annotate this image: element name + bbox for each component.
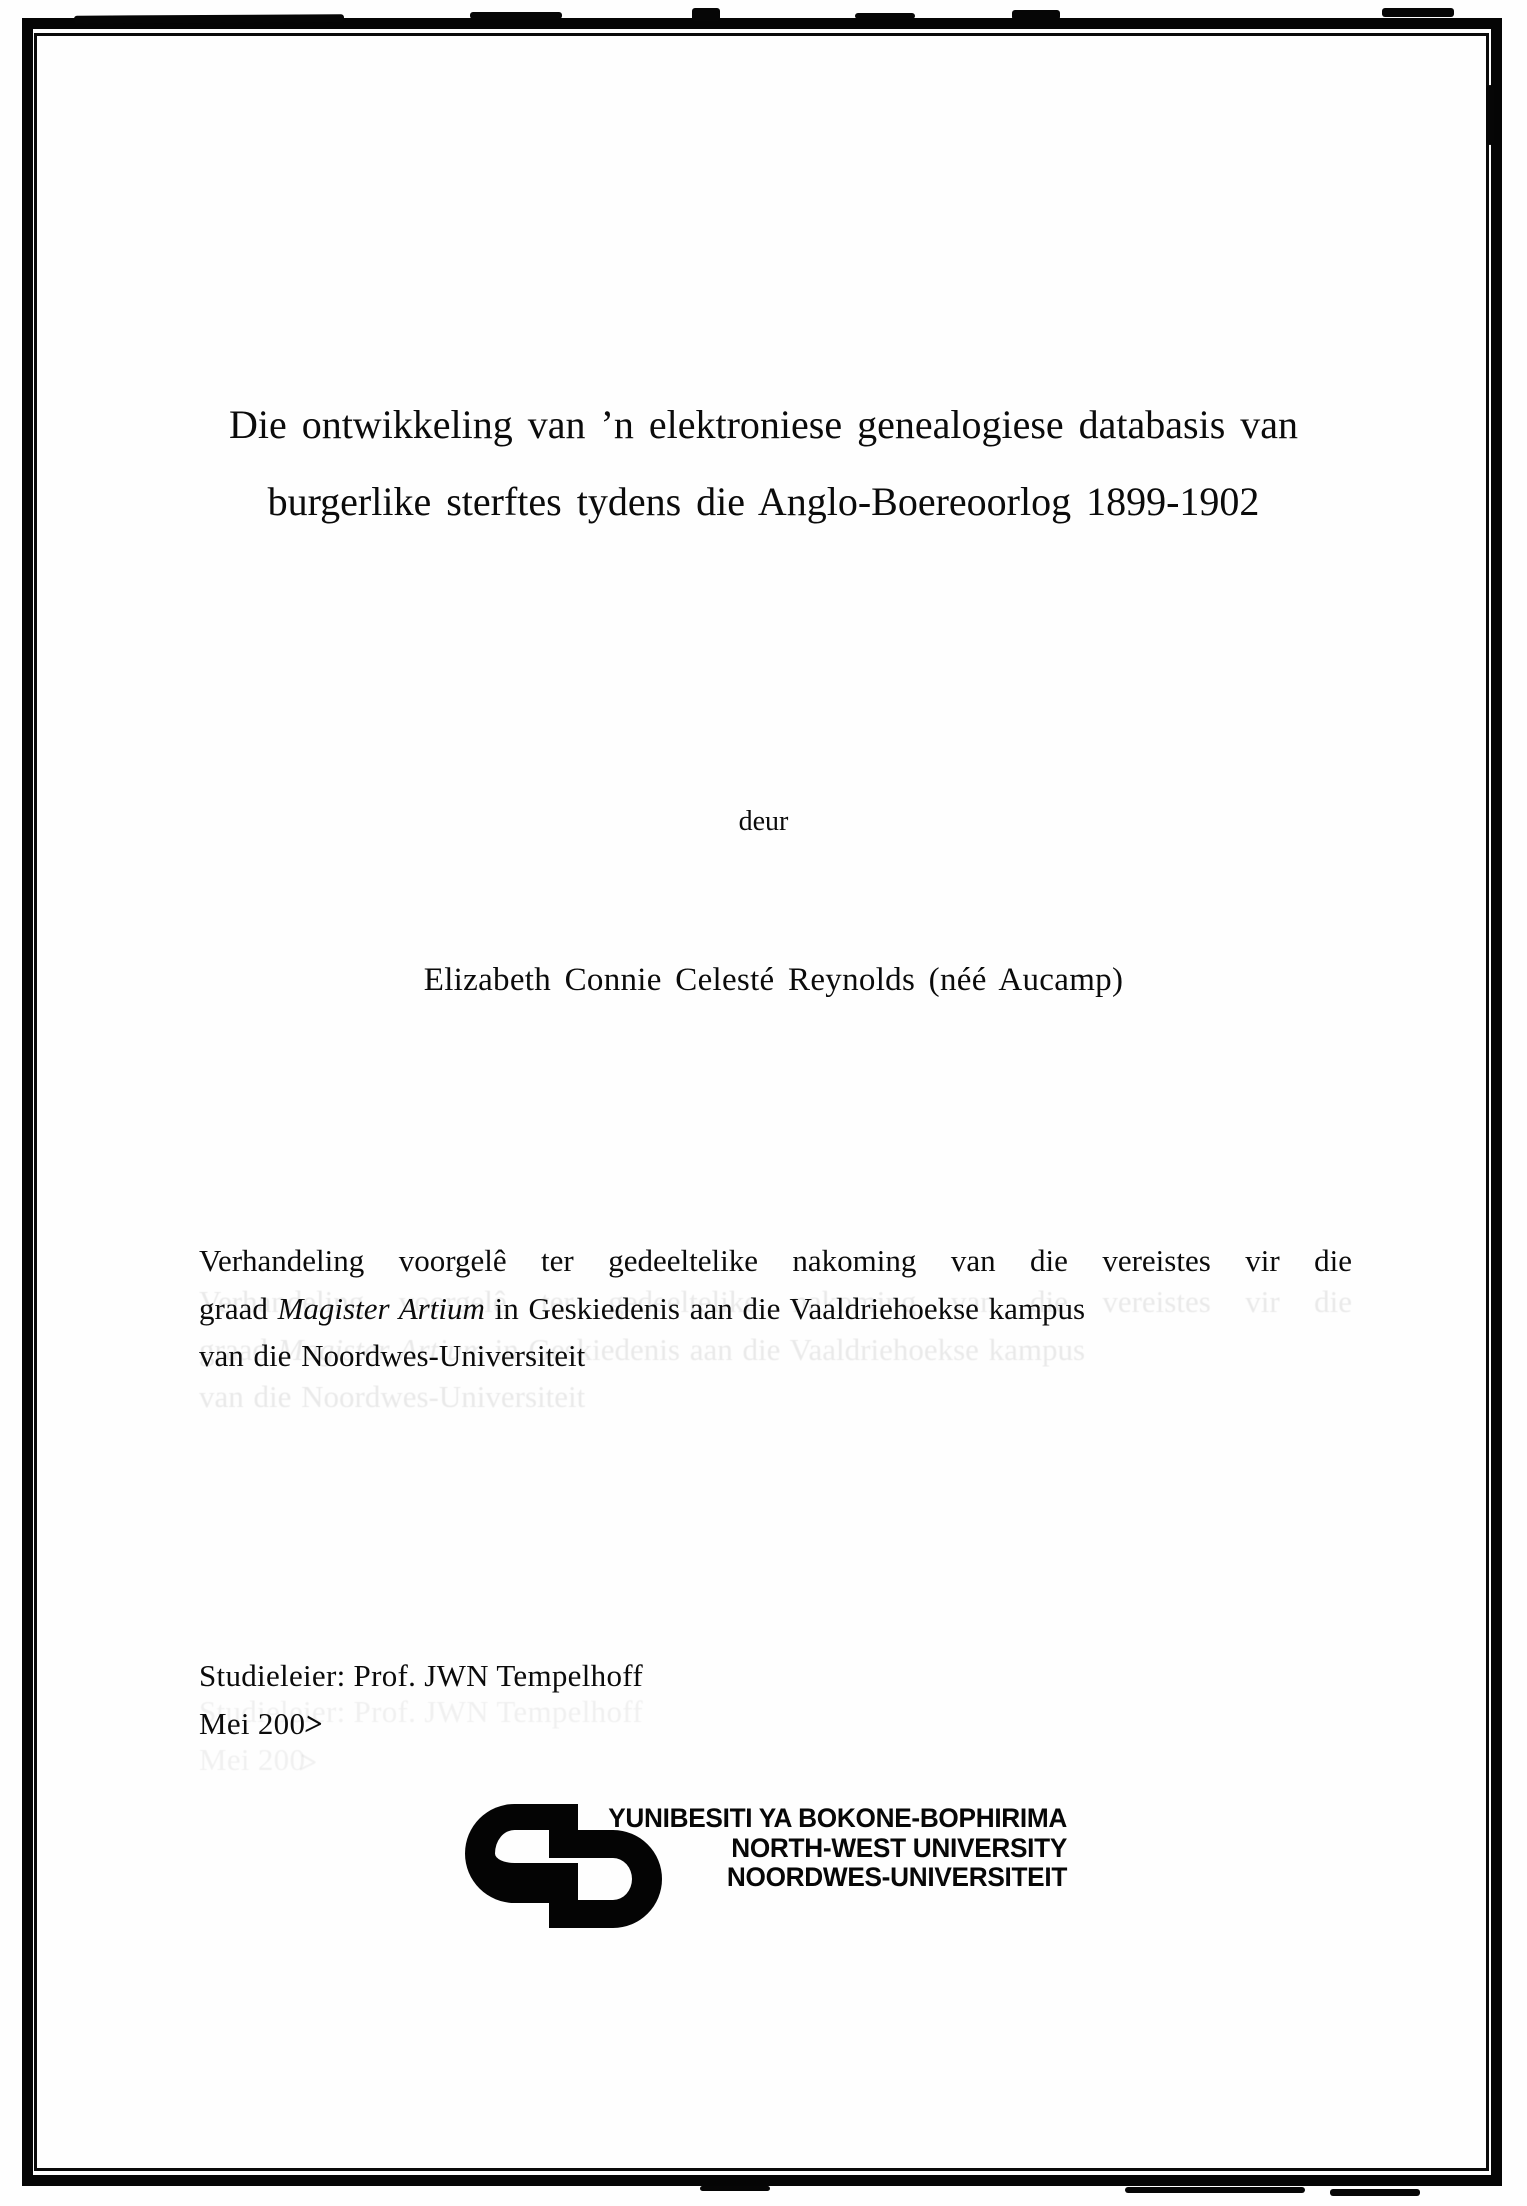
scan-artifact: [1330, 2189, 1420, 2196]
scan-artifact: [1125, 2187, 1305, 2193]
logo-line-english: NORTH-WEST UNIVERSITY: [731, 1832, 1067, 1863]
scan-artifact: [692, 8, 720, 21]
degree-statement-line2-pre: graad: [199, 1290, 278, 1326]
scan-artifact: [74, 14, 344, 23]
degree-statement-line2: [199, 1285, 1352, 1333]
scan-artifact: [700, 2186, 770, 2191]
degree-statement-line2-post: in Geskiedenis aan die Vaaldriehoekse kampus: [484, 1290, 1086, 1326]
scan-artifact: [470, 12, 562, 19]
supervisor-line: Studieleier: Prof. JWN Tempelhoff: [199, 1658, 643, 1693]
degree-name-italic: Magister Artium: [277, 1290, 485, 1326]
thesis-title: [40, 386, 1487, 540]
logo-line-afrikaans: NOORDWES-UNIVERSITEIT: [726, 1862, 1067, 1892]
author-name: Elizabeth Connie Celesté Reynolds (néé Aucamp): [423, 962, 1124, 998]
degree-statement-line3: van die Noordwes-Universiteit: [199, 1338, 586, 1373]
thesis-title-line2: burgerlike sterftes tydens die Anglo-Boereoorlog 1899-1902: [267, 479, 1260, 524]
scan-artifact: [1382, 8, 1454, 17]
logo-line-setswana: YUNIBESITI YA BOKONE-BOPHIRIMA: [608, 1803, 1067, 1833]
date-damaged-digit: >: [302, 1704, 326, 1743]
degree-statement-line1: Verhandeling voorgelê ter gedeeltelike nakoming van die vereistes vir die: [199, 1243, 1352, 1278]
date-line: [199, 1700, 643, 1748]
scan-artifact: [855, 13, 915, 19]
degree-statement: [199, 1237, 1352, 1380]
university-logo-text: [608, 1804, 1067, 1893]
thesis-title-line1: Die ontwikkeling van ’n elektroniese genealogiese databasis van: [228, 402, 1299, 447]
scan-artifact: [1012, 10, 1060, 20]
byline-label: deur: [738, 806, 789, 837]
scan-artifact: [1486, 85, 1494, 145]
supervisor-block: [199, 1652, 643, 1748]
date-text: Mei 200: [199, 1706, 306, 1741]
